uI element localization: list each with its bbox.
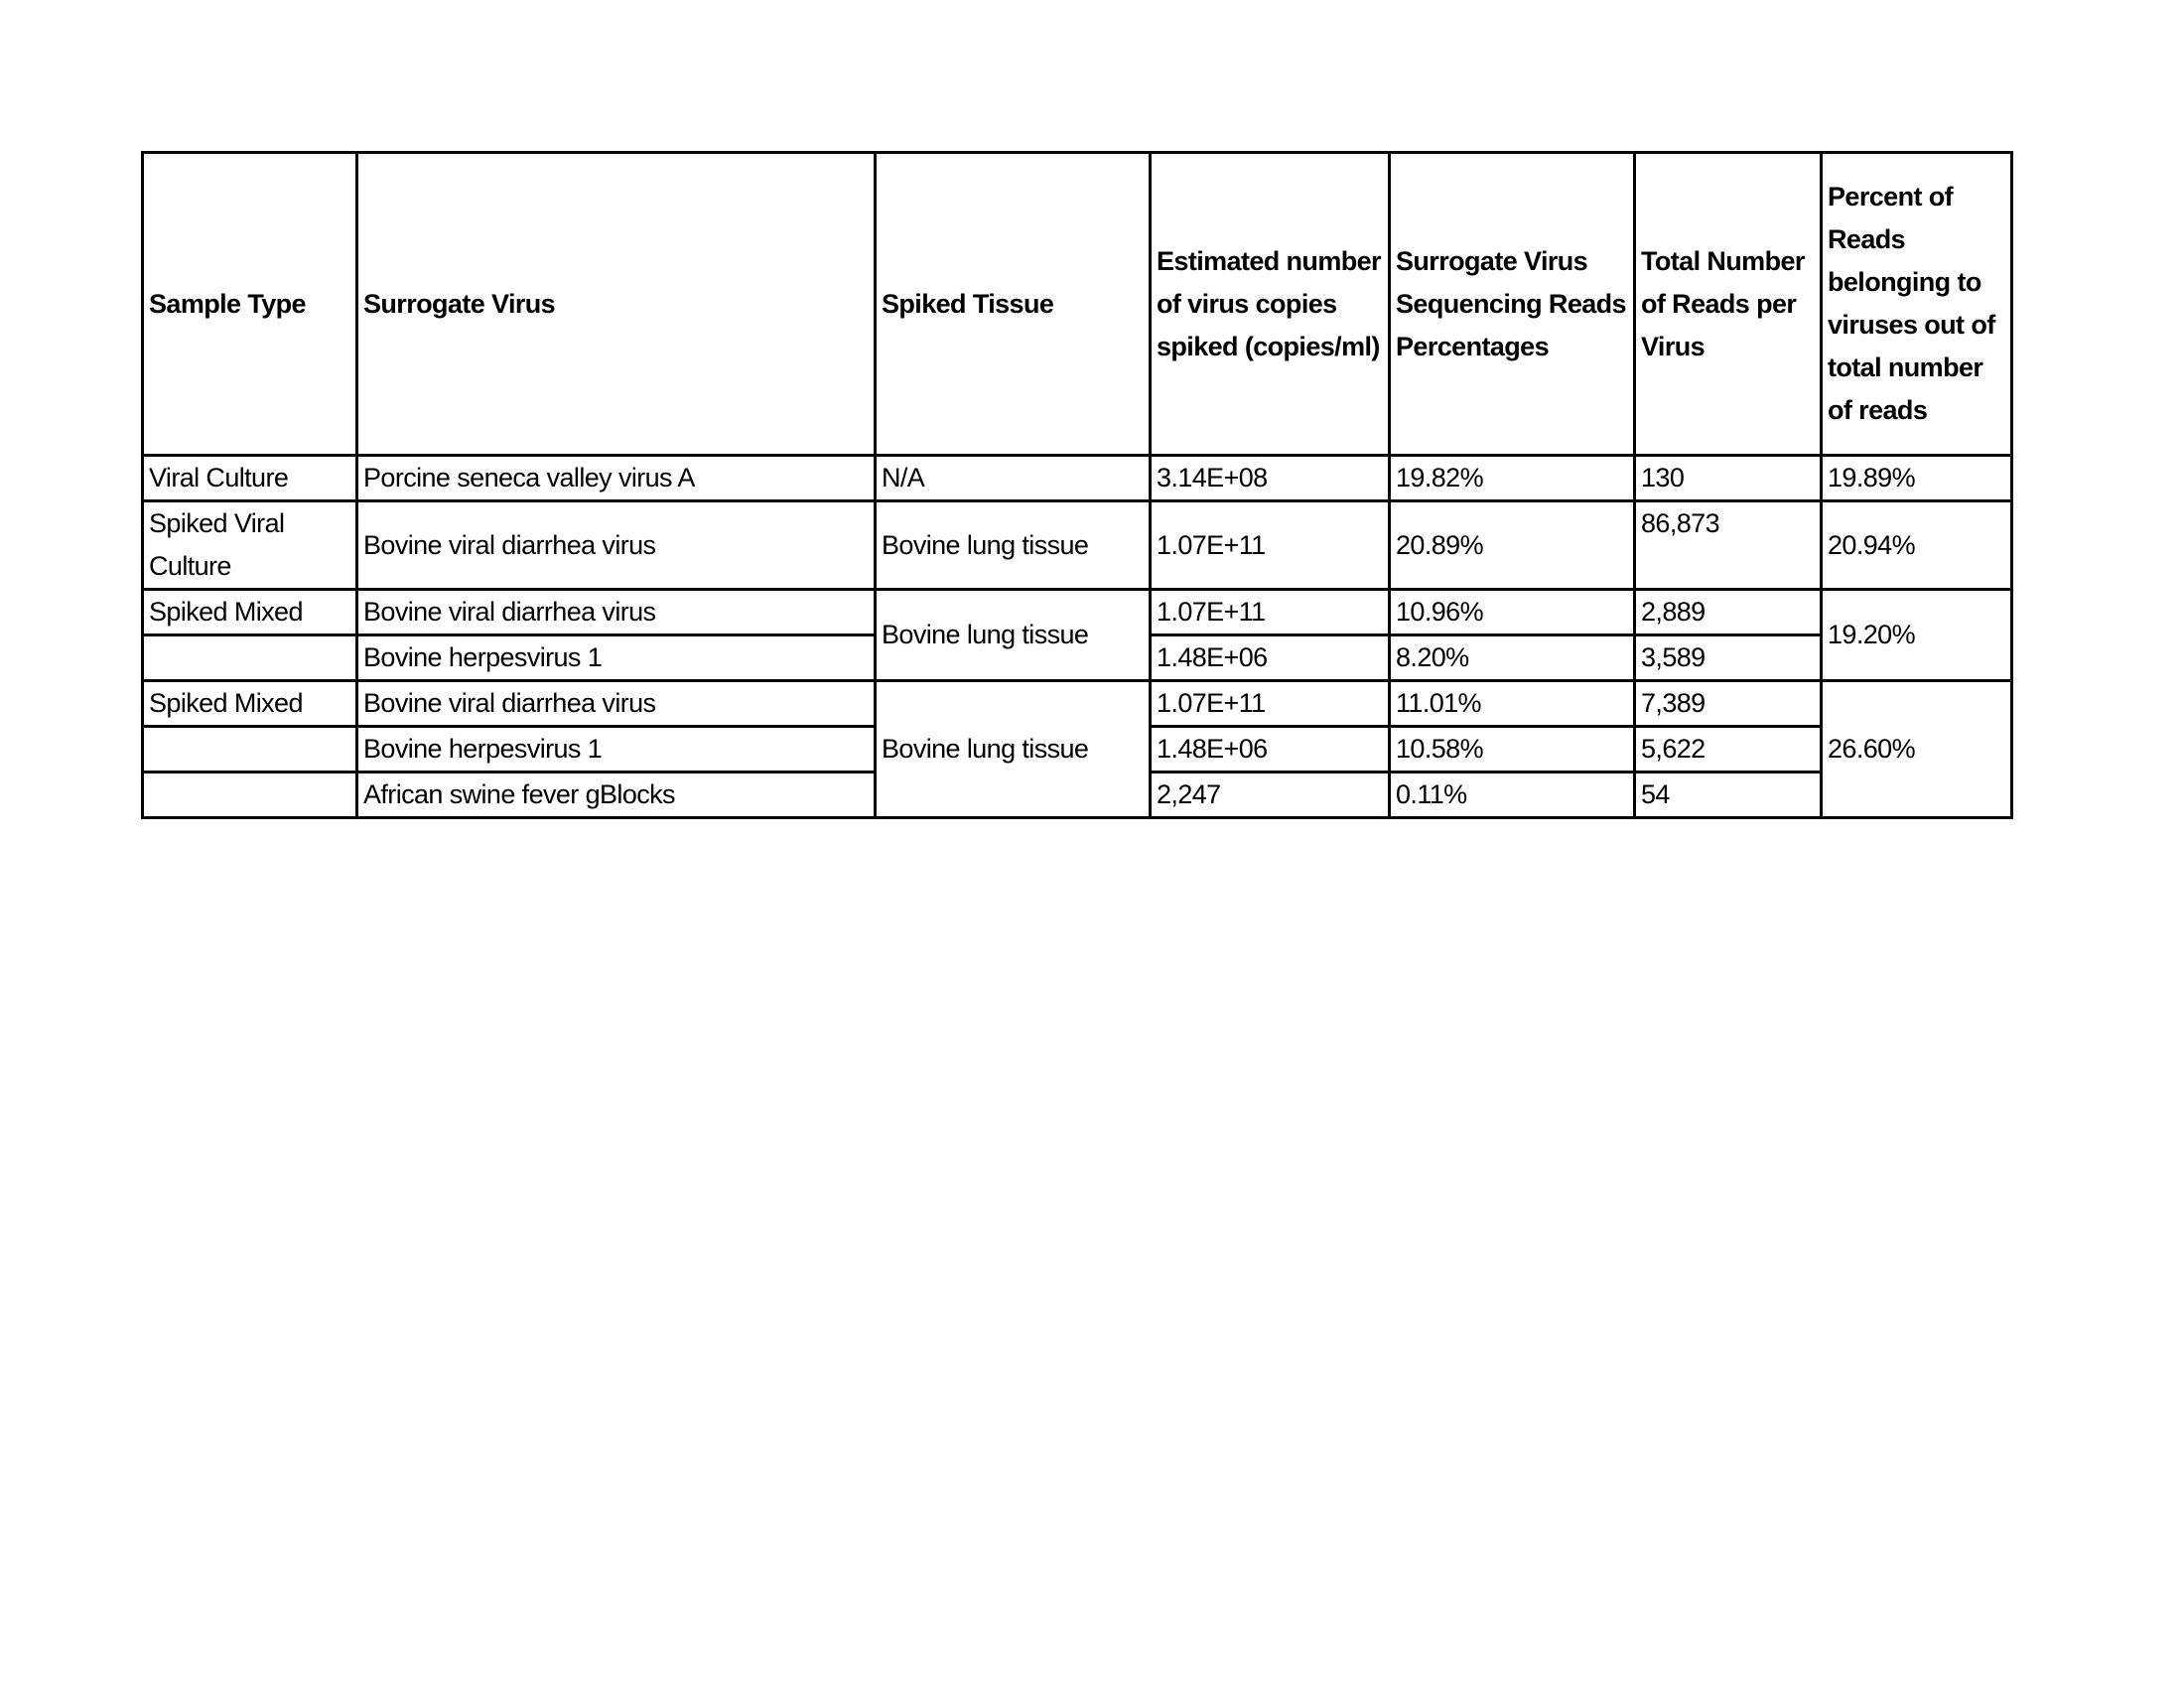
table-row: [143, 681, 2012, 727]
cell-sample-type: Spiked Mixed: [143, 681, 357, 727]
cell-sample-type: Viral Culture: [143, 456, 357, 501]
cell-virus: African swine fever gBlocks: [357, 773, 876, 818]
cell-seq-pct: 19.82%: [1390, 456, 1635, 501]
cell-tissue: Bovine lung tissue: [876, 590, 1151, 681]
cell-sample-type: Spiked Viral Culture: [143, 501, 357, 590]
cell-pct-total: 26.60%: [1822, 681, 2012, 818]
cell-reads: 3,589: [1635, 635, 1822, 681]
cell-seq-pct: 10.58%: [1390, 727, 1635, 773]
cell-sample-type: [143, 635, 357, 681]
header-total-reads: Total Number of Reads per Virus: [1635, 153, 1822, 456]
header-spiked-tissue: Spiked Tissue: [876, 153, 1151, 456]
header-pct-total-reads: Percent of Reads belonging to viruses out of total number of reads: [1822, 153, 2012, 456]
cell-tissue: Bovine lung tissue: [876, 681, 1151, 818]
cell-tissue: N/A: [876, 456, 1151, 501]
cell-virus: Bovine viral diarrhea virus: [357, 681, 876, 727]
cell-reads: 7,389: [1635, 681, 1822, 727]
cell-virus: Bovine herpesvirus 1: [357, 635, 876, 681]
table-row: [143, 501, 2012, 590]
header-sample-type: Sample Type: [143, 153, 357, 456]
cell-sample-type: Spiked Mixed: [143, 590, 357, 635]
cell-copies: 1.07E+11: [1151, 501, 1390, 590]
cell-sample-type: [143, 727, 357, 773]
cell-seq-pct: 11.01%: [1390, 681, 1635, 727]
cell-reads: 54: [1635, 773, 1822, 818]
cell-pct-total: 19.20%: [1822, 590, 2012, 681]
cell-pct-total: 20.94%: [1822, 501, 2012, 590]
cell-copies: 2,247: [1151, 773, 1390, 818]
cell-reads: 5,622: [1635, 727, 1822, 773]
cell-copies: 1.07E+11: [1151, 681, 1390, 727]
cell-copies: 1.48E+06: [1151, 727, 1390, 773]
header-surrogate-virus: Surrogate Virus: [357, 153, 876, 456]
cell-copies: 1.48E+06: [1151, 635, 1390, 681]
cell-seq-pct: 20.89%: [1390, 501, 1635, 590]
cell-seq-pct: 8.20%: [1390, 635, 1635, 681]
cell-reads: 86,873: [1635, 501, 1822, 590]
header-copies-spiked: Estimated number of virus copies spiked (copies/ml): [1151, 153, 1390, 456]
table-row: [143, 456, 2012, 501]
cell-virus: Porcine seneca valley virus A: [357, 456, 876, 501]
cell-seq-pct: 10.96%: [1390, 590, 1635, 635]
table-row: [143, 590, 2012, 635]
cell-copies: 3.14E+08: [1151, 456, 1390, 501]
cell-pct-total: 19.89%: [1822, 456, 2012, 501]
header-seq-reads-pct: Surrogate Virus Sequencing Reads Percentages: [1390, 153, 1635, 456]
cell-tissue: Bovine lung tissue: [876, 501, 1151, 590]
cell-copies: 1.07E+11: [1151, 590, 1390, 635]
virus-reads-table: [141, 151, 2013, 819]
header-row: [143, 153, 2012, 456]
cell-virus: Bovine viral diarrhea virus: [357, 501, 876, 590]
cell-reads: 130: [1635, 456, 1822, 501]
cell-seq-pct: 0.11%: [1390, 773, 1635, 818]
cell-sample-type: [143, 773, 357, 818]
cell-virus: Bovine viral diarrhea virus: [357, 590, 876, 635]
cell-virus: Bovine herpesvirus 1: [357, 727, 876, 773]
cell-reads: 2,889: [1635, 590, 1822, 635]
